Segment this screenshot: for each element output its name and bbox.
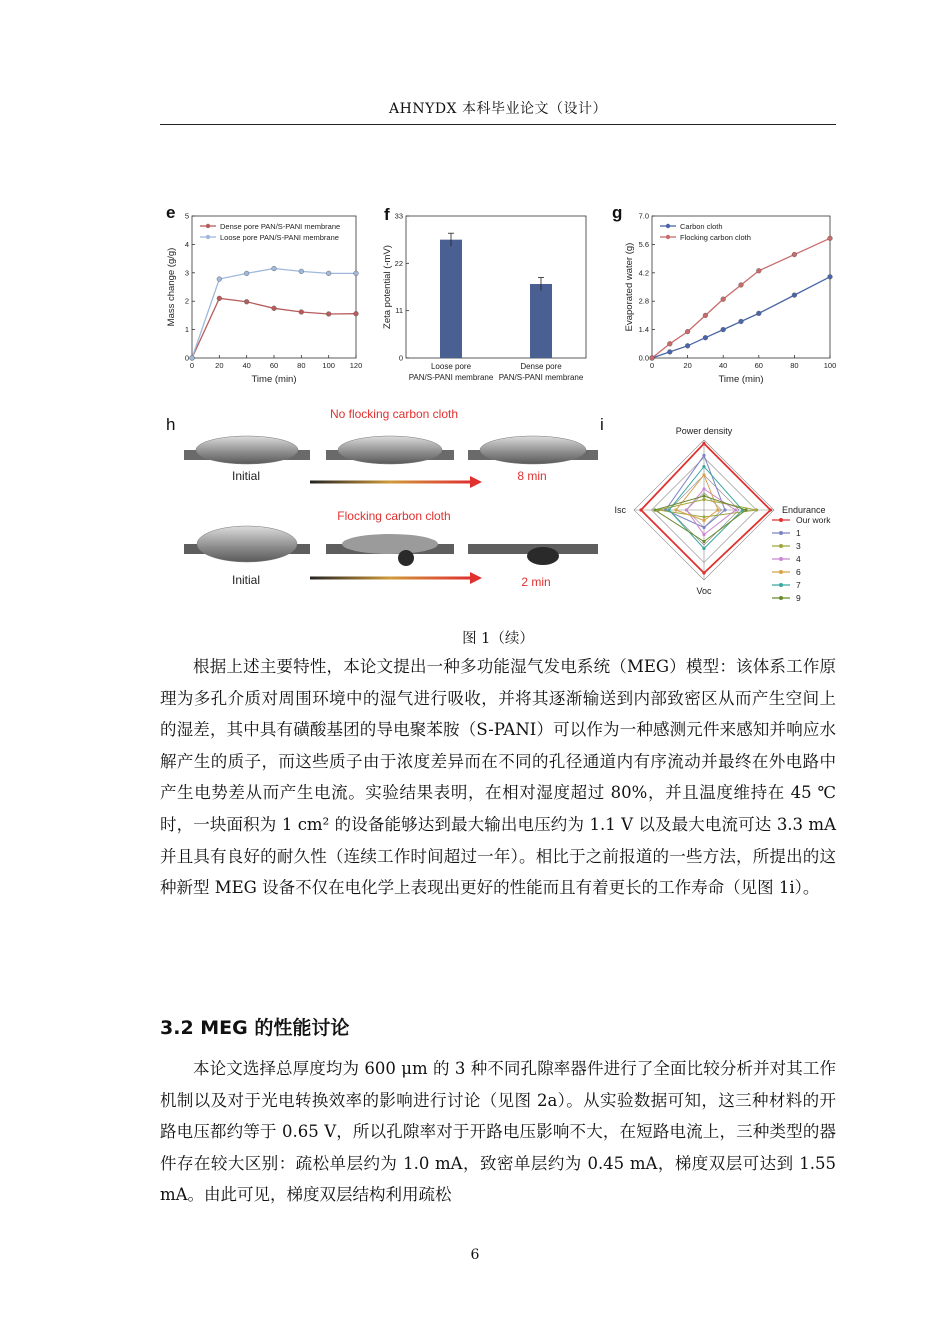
panel-g-xtick-label: 100 xyxy=(823,361,836,370)
panel-i-legend-marker xyxy=(779,544,783,548)
panel-e-point xyxy=(190,356,195,361)
panel-g-point xyxy=(756,311,761,316)
panel-g-point xyxy=(667,350,672,355)
panel-i-point xyxy=(702,487,705,490)
panel-i-point xyxy=(653,508,656,511)
panel-i-axis-label-isc: Isc xyxy=(614,505,626,515)
panel-i-series xyxy=(687,489,736,535)
panel-e-ytick-label: 1 xyxy=(184,325,189,335)
panel-f-bar xyxy=(530,284,552,358)
panel-g-point xyxy=(721,297,726,302)
panel-g-ytick-label: 2.8 xyxy=(638,296,649,306)
panel-i-point xyxy=(702,571,705,574)
panel-f-bar xyxy=(440,240,462,358)
panel-e-xtick-label: 60 xyxy=(269,361,279,370)
panel-h-droplet-under xyxy=(398,550,414,566)
panel-e-point xyxy=(272,306,277,311)
panel-h-droplet xyxy=(338,436,442,464)
panel-i-point xyxy=(702,473,705,476)
panel-h-droplet xyxy=(197,526,297,562)
panel-g-series-line xyxy=(652,238,830,358)
panel-i-axis-label-power: Power density xyxy=(675,426,733,436)
panel-e-legend-marker xyxy=(206,235,210,239)
panel-g-ytick-label: 4.2 xyxy=(638,268,649,278)
panel-i-point xyxy=(702,515,705,518)
panel-g-panel-label: g xyxy=(612,203,623,222)
page-number: 6 xyxy=(470,1247,480,1263)
panel-e-panel-label: e xyxy=(166,203,176,222)
panel-g-legend-label: Carbon cloth xyxy=(680,221,723,231)
panel-h-title-top: No flocking carbon cloth xyxy=(329,407,459,421)
panel-f-category-label: Dense pore xyxy=(520,362,562,371)
panel-i-point xyxy=(674,508,677,511)
panel-g-point xyxy=(792,293,797,298)
panel-e-ytick-label: 5 xyxy=(184,211,189,221)
panel-i-point xyxy=(702,519,705,522)
panel-i-point xyxy=(702,494,705,497)
panel-i-point xyxy=(702,454,705,457)
panel-i-point xyxy=(702,547,705,550)
header-rule xyxy=(160,124,836,125)
panel-f-panel-label: f xyxy=(384,205,390,224)
panel-g-point xyxy=(756,268,761,273)
panel-f-ytick-label: 33 xyxy=(394,211,403,221)
panel-g-point xyxy=(667,341,672,346)
panel-g-ytick-label: 0.0 xyxy=(638,353,649,363)
panel-h-droplet xyxy=(196,436,298,464)
panel-f-category-label: PAN/S-PANI membrane xyxy=(408,373,494,382)
panel-i-legend-marker xyxy=(779,557,783,561)
panel-i-point xyxy=(723,508,726,511)
panel-e-point xyxy=(326,271,331,276)
panel-g-xtick-label: 80 xyxy=(790,361,799,370)
panel-e-point xyxy=(217,277,222,282)
panel-i-legend-marker xyxy=(779,596,783,600)
panel-i-point xyxy=(667,508,670,511)
panel-g-point xyxy=(792,252,797,257)
panel-e-ytick-label: 4 xyxy=(184,239,189,249)
panel-g-xtick-label: 60 xyxy=(754,361,763,370)
panel-i-point xyxy=(702,442,705,445)
panel-f-ytick-label: 22 xyxy=(394,258,403,268)
panel-g-ylabel: Evaporated water (g) xyxy=(624,242,635,332)
panel-i-legend-label: 9 xyxy=(796,593,801,603)
panel-h-droplet xyxy=(480,436,586,464)
panel-e-series-line xyxy=(192,269,356,358)
panel-g-xtick-label: 20 xyxy=(683,361,692,370)
panel-i-point xyxy=(639,508,642,511)
panel-g-ytick-label: 5.6 xyxy=(638,239,649,249)
panel-g-point xyxy=(685,343,690,348)
panel-i-axis-label-endurance: Endurance xyxy=(782,505,826,515)
section-heading: 3.2 MEG 的性能讨论 xyxy=(160,1017,350,1039)
panel-e-legend-label: Loose pore PAN/S-PANI membrane xyxy=(220,232,339,242)
panel-e-xtick-label: 20 xyxy=(215,361,224,370)
panel-i-point xyxy=(716,508,719,511)
panel-h-title-bottom: Flocking carbon cloth xyxy=(337,509,451,523)
panel-i-point xyxy=(702,526,705,529)
panel-g-ytick-label: 7.0 xyxy=(638,211,649,221)
panel-e-point xyxy=(299,310,304,315)
panel-i-legend-label: 3 xyxy=(796,541,801,551)
panel-g-point xyxy=(739,319,744,324)
panel-i-point xyxy=(755,508,758,511)
panel-i-point xyxy=(702,465,705,468)
panel-e-xlabel: Time (min) xyxy=(251,374,297,385)
panel-g-point xyxy=(721,327,726,332)
panel-e-point xyxy=(272,266,277,271)
panel-h-droplet-under xyxy=(527,547,559,565)
paragraph-1 xyxy=(160,651,836,904)
panel-g-xtick-label: 0 xyxy=(649,361,655,370)
paragraph-2-text: 本论文选择总厚度均为 600 μm 的 3 种不同孔隙率器件进行了全面比较分析并对其工作机制以及对于光电转换效率的影响进行讨论（见图 2a）。从实验数据可知，这三种材料的开路电压都约等于 0.65 V，所以孔隙率对于开路电压影响不大，在短路电流上，三种类型的器件存在较大区别：疏松单层约为 1.0 mA，致密单层约为 0.45 mA，梯度双层可达到 1.55 mA。由此可见，梯度双层结构利用疏松 xyxy=(160,1059,836,1205)
panel-i-point xyxy=(685,508,688,511)
panel-i-legend-marker xyxy=(779,570,783,574)
panel-g-point xyxy=(685,329,690,334)
panel-e-point xyxy=(217,296,222,301)
panel-e-point xyxy=(244,299,249,304)
panel-e-point xyxy=(244,271,249,276)
figure-caption: 图 1（续） xyxy=(462,631,534,647)
running-header: AHNYDX 本科毕业论文（设计） xyxy=(389,101,607,117)
panel-h-arrow-head xyxy=(470,476,482,488)
panel-g-xtick-label: 40 xyxy=(719,361,728,370)
panel-i-legend-label: 6 xyxy=(796,567,801,577)
panel-i-axis-label-voc: Voc xyxy=(696,586,712,596)
panel-e-xtick-label: 40 xyxy=(242,361,251,370)
panel-g-legend-marker xyxy=(666,235,670,239)
panel-i-point xyxy=(702,540,705,543)
panel-f-frame xyxy=(406,216,586,358)
panel-i-legend-label: 1 xyxy=(796,528,801,538)
panel-i-point xyxy=(744,508,747,511)
paragraph-2 xyxy=(160,1053,836,1211)
panel-e-xtick-label: 0 xyxy=(189,361,195,370)
panel-h-initial-bottom: Initial xyxy=(231,573,261,587)
panel-f-ytick-label: 11 xyxy=(395,306,403,316)
panel-e-xtick-label: 80 xyxy=(297,361,306,370)
panel-e-legend-marker xyxy=(206,224,210,228)
panel-h-arrow-shaft xyxy=(310,577,470,580)
panel-f-ylabel: Zeta potential (-mV) xyxy=(382,245,393,329)
panel-h-arrow-head xyxy=(470,572,482,584)
panel-f-category-label: Loose pore xyxy=(430,362,472,371)
panel-e-xtick-label: 100 xyxy=(322,361,335,370)
panel-g-point xyxy=(650,356,655,361)
panel-e-ytick-label: 0 xyxy=(184,353,189,363)
panel-g-series-line xyxy=(652,277,830,358)
panel-i-legend-marker xyxy=(779,583,783,587)
panel-i-legend-label: 4 xyxy=(796,554,801,564)
panel-e-point xyxy=(326,312,331,317)
panel-g-point xyxy=(739,283,744,288)
panel-i-legend-label: Our work xyxy=(796,515,831,525)
paragraph-1-text: 根据上述主要特性，本论文提出一种多功能湿气发电系统（MEG）模型：该体系工作原理为多孔介质对周围环境中的湿气进行吸收，并将其逐渐输送到内部致密区从而产生空间上的湿差，其中具有磺酸基团的导电聚苯胺（S-PANI）可以作为一种感测元件来感知并响应水解产生的质子，而这些质子由于浓度差异而在不同的孔径通道内有序流动并最终在外电路中产生电势差从而产生电流。实验结果表明，在相对湿度超过 80%，并且温度维持在 45 ℃时，一块面积为 1 cm² 的设备能够达到最大输出电压约为 1.1 V 以及最大电流可达 3.3 mA 并且具有良好的耐久性（连续工作时间超过一年）。相比于之前报道的一些方法，所提出的这种新型 MEG 设备不仅在电化学上表现出更好的性能而且有着更长的工作寿命（见图 1i）。 xyxy=(160,657,836,898)
panel-g-point xyxy=(703,313,708,318)
panel-h-panel-label: h xyxy=(166,415,176,434)
panel-e-point xyxy=(299,269,304,274)
panel-h-droplet xyxy=(342,534,438,554)
panel-i-point xyxy=(734,508,737,511)
panel-g-point xyxy=(828,274,833,279)
panel-g-point xyxy=(703,335,708,340)
panel-i-legend-marker xyxy=(779,518,783,522)
panel-e-point xyxy=(354,311,359,316)
panel-e-ylabel: Mass change (g/g) xyxy=(166,247,177,327)
panel-g-xlabel: Time (min) xyxy=(718,374,764,385)
panel-g-ytick-label: 1.4 xyxy=(638,325,649,335)
panel-e-ytick-label: 2 xyxy=(184,296,189,306)
panel-f-ytick-label: 0 xyxy=(398,353,403,363)
panel-f-category-label: PAN/S-PANI membrane xyxy=(498,373,584,382)
panel-e-legend-label: Dense pore PAN/S-PANI membrane xyxy=(220,221,341,231)
panel-i-legend-marker xyxy=(779,531,783,535)
panel-e-xtick-label: 120 xyxy=(349,361,363,370)
panel-g-legend-marker xyxy=(666,224,670,228)
panel-g-legend-label: Flocking carbon cloth xyxy=(680,232,751,242)
figure-1 xyxy=(160,198,836,618)
panel-i-panel-label: i xyxy=(600,415,604,434)
panel-h-time-bottom: 2 min xyxy=(521,575,551,589)
panel-g-point xyxy=(828,236,833,241)
panel-i-legend-label: 7 xyxy=(796,580,801,590)
panel-i-point xyxy=(702,498,705,501)
panel-h-initial-top: Initial xyxy=(231,469,261,483)
figure-canvas xyxy=(160,198,836,618)
panel-h-time-top: 8 min xyxy=(517,469,547,483)
panel-e-point xyxy=(354,271,359,276)
panel-i-point xyxy=(702,533,705,536)
panel-i-point xyxy=(769,508,772,511)
panel-h-arrow-shaft xyxy=(310,481,470,484)
panel-e-ytick-label: 3 xyxy=(184,268,189,278)
